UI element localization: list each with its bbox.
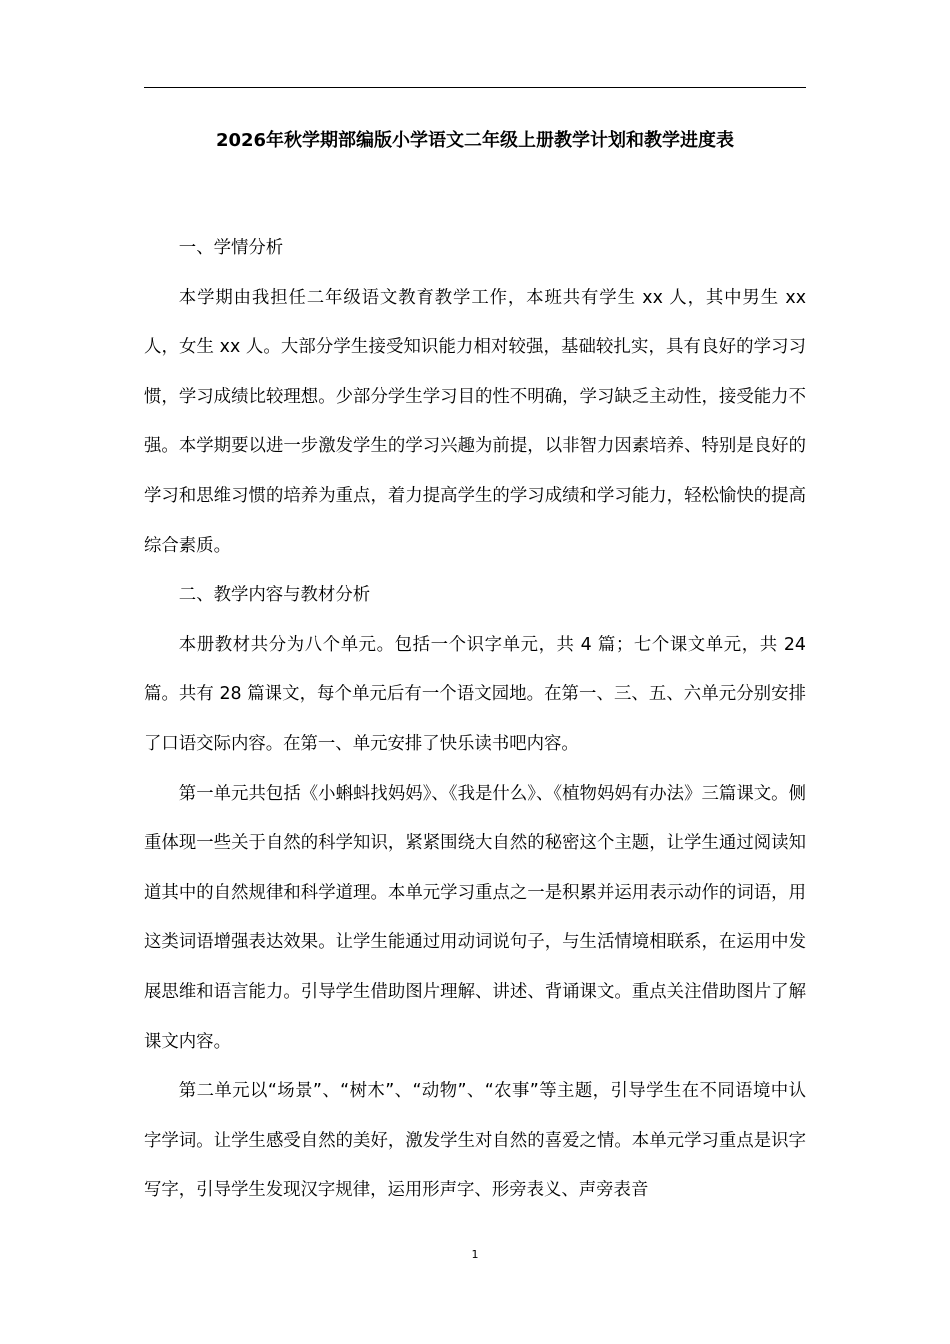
paragraph-3: 第一单元共包括《小蝌蚪找妈妈》、《我是什么》、《植物妈妈有办法》三篇课文。侧重体现一些关于自然的科学知识，紧紧围绕大自然的秘密这个主题，让学生通过阅读知道其中的自然规律和科学道理。本单元学习重点之一是积累并运用表示动作的词语，用这类词语增强表达效果。让学生能通过用动词说句子，与生活情境相联系，在运用中发展思维和语言能力。引导学生借助图片理解、讲述、背诵课文。重点关注借助图片了解课文内容。 [144,783,806,1052]
header-rule [144,87,806,88]
paragraph-2: 本册教材共分为八个单元。包括一个识字单元，共 4 篇；七个课文单元，共 24 篇。共有 28 篇课文，每个单元后有一个语文园地。在第一、三、五、六单元分别安排了口语交际内容。在第一、单元安排了快乐读书吧内容。 [144,634,806,754]
section-heading-2: 二、教学内容与教材分析 [178,585,371,606]
page-number: 1 [471,1248,479,1261]
paragraph-1: 本学期由我担任二年级语文教育教学工作，本班共有学生 xx 人，其中男生 xx 人，女生 xx 人。大部分学生接受知识能力相对较强，基础较扎实，具有良好的学习习惯，学习成绩比较理想。少部分学生学习目的性不明确，学习缺乏主动性，接受能力不强。本学期要以进一步激发学生的学习兴趣为前提，以非智力因素培养、特别是良好的学习和思维习惯的培养为重点，着力提高学生的学习成绩和学习能力，轻松愉快的提高综合素质。 [144,287,806,556]
section-heading-1: 一、学情分析 [178,238,284,258]
document-title: 2026年秋学期部编版小学语文二年级上册教学计划和教学进度表 [215,130,735,151]
document-body [144,224,806,1216]
paragraph-4: 第二单元以“场景”、“树木”、“动物”、“农事”等主题，引导学生在不同语境中认字学词。让学生感受自然的美好，激发学生对自然的喜爱之情。本单元学习重点是识字写字，引导学生发现汉字规律，运用形声字、形旁表义、声旁表音 [144,1081,806,1201]
